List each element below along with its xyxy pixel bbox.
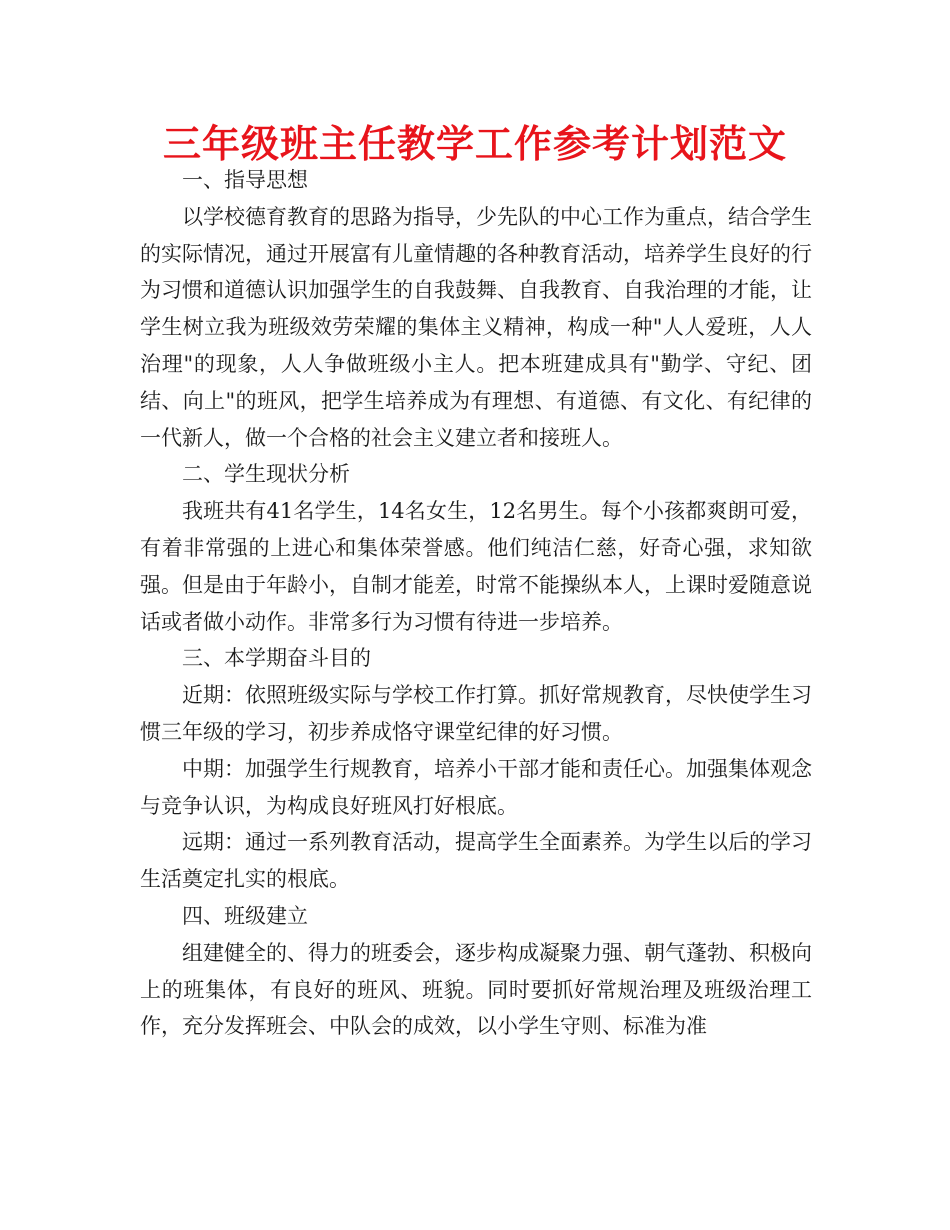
paragraph-guiding-thought: 以学校德育教育的思路为指导，少先队的中心工作为重点，结合学生的实际情况，通过开展富有儿童情趣的各种教育活动，培养学生良好的行为习惯和道德认识加强学生的自我鼓舞、自我教育、自我治理的才能，让学生树立我为班级效劳荣耀的集体主义精神，构成一种"人人爱班，人人治理"的现象，人人争做班级小主人。把本班建成具有"勤学、守纪、团结、向上"的班风，把学生培养成为有理想、有道德、有文化、有纪律的一代新人，做一个合格的社会主义建立者和接班人。 — [140, 204, 812, 450]
section-heading-guiding-thought: 一、指导思想 — [182, 168, 308, 192]
paragraph-student-analysis: 我班共有41名学生，14名女生，12名男生。每个小孩都爽朗可爱，有着非常强的上进心和集体荣誉感。他们纯洁仁慈，好奇心强，求知欲强。但是由于年龄小，自制才能差，时常不能操纵本人，上课时爱随意说话或者做小动作。非常多行为习惯有待进一步培养。 — [140, 499, 812, 634]
paragraph-class-building: 组建健全的、得力的班委会，逐步构成凝聚力强、朝气蓬勃、积极向上的班集体，有良好的班风、班貌。同时要抓好常规治理及班级治理工作，充分发挥班会、中队会的成效，以小学生守则、标准为准 — [140, 940, 812, 1039]
paragraph-goal-mid-term: 中期：加强学生行规教育，培养小干部才能和责任心。加强集体观念与竞争认识，为构成良好班风打好根底。 — [140, 756, 812, 818]
paragraph-goal-short-term: 近期：依照班级实际与学校工作打算。抓好常规教育，尽快使学生习惯三年级的学习，初步养成恪守课堂纪律的好习惯。 — [140, 683, 812, 744]
section-heading-class-building: 四、班级建立 — [182, 903, 308, 928]
section-heading-student-analysis: 二、学生现状分析 — [182, 462, 350, 487]
document-body — [140, 162, 812, 1045]
paragraph-goal-long-term: 远期：通过一系列教育活动，提高学生全面素养。为学生以后的学习生活奠定扎实的根底。 — [140, 830, 812, 892]
section-heading-goals: 三、本学期奋斗目的 — [182, 646, 371, 671]
document-title: 三年级班主任教学工作参考计划范文 — [162, 122, 787, 166]
